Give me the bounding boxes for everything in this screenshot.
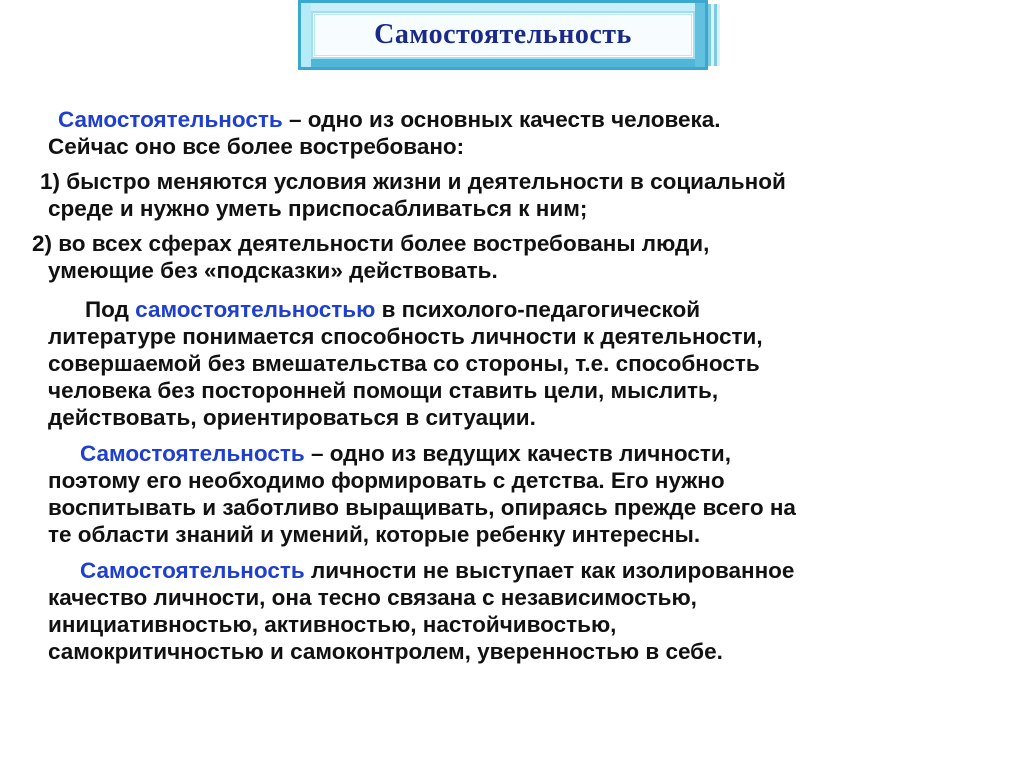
highlight-term: Самостоятельность: [80, 441, 305, 466]
paragraph-definition-line-4: человека без посторонней помощи ставить цели, мыслить,: [48, 378, 719, 403]
text-run: Под: [85, 297, 136, 322]
paragraph-upbringing-line-4: те области знаний и умений, которые ребенку интересны.: [48, 522, 701, 547]
text-run: в психолого-педагогической: [375, 297, 701, 322]
slide-title: Самостоятельность: [374, 19, 632, 50]
paragraph-intro: [48, 106, 721, 160]
paragraph-reason-2-line-2: умеющие без «подсказки» действовать.: [48, 258, 498, 283]
paragraph-upbringing-line-1: [48, 440, 796, 467]
highlight-term: Самостоятельность: [58, 107, 283, 132]
paragraph-reason-1: [40, 168, 786, 222]
paragraph-upbringing-line-2: поэтому его необходимо формировать с детства. Его нужно: [48, 468, 725, 493]
paragraph-upbringing-line-3: воспитывать и заботливо выращивать, опираясь прежде всего на: [48, 495, 796, 520]
paragraph-definition-line-2: литературе понимается способность личности к деятельности,: [48, 324, 763, 349]
text-run: – одно из ведущих качеств личности,: [304, 441, 731, 466]
paragraph-intro-line-2: Сейчас оно все более востребовано:: [48, 134, 465, 159]
paragraph-relations-line-1: [48, 557, 794, 584]
paragraph-definition-line-3: совершаемой без вмешательства со стороны, т.е. способность: [48, 351, 760, 376]
paragraph-definition: [48, 296, 763, 431]
paragraph-upbringing: [48, 440, 796, 548]
paragraph-relations: [48, 557, 794, 665]
paragraph-reason-1-line-1: 1) быстро меняются условия жизни и деятельности в социальной: [40, 169, 786, 194]
highlight-term: Самостоятельность: [80, 558, 305, 583]
text-run: личности не выступает как изолированное: [304, 558, 795, 583]
paragraph-reason-1-line-2: среде и нужно уметь приспосабливаться к ним;: [48, 196, 588, 221]
paragraph-reason-2: [32, 230, 710, 284]
paragraph-relations-line-4: самокритичностью и самоконтролем, уверенностью в себе.: [48, 639, 723, 664]
paragraph-definition-line-5: действовать, ориентироваться в ситуации.: [48, 405, 536, 430]
highlight-term: самостоятельностью: [135, 297, 376, 322]
text-run: – одно из основных качеств человека.: [282, 107, 721, 132]
paragraph-relations-line-3: инициативностью, активностью, настойчивостью,: [48, 612, 617, 637]
paragraph-relations-line-2: качество личности, она тесно связана с независимостью,: [48, 585, 697, 610]
paragraph-definition-line-1: [48, 296, 763, 323]
paragraph-intro-line-1: [48, 106, 721, 133]
paragraph-reason-2-line-1: 2) во всех сферах деятельности более востребованы люди,: [32, 231, 710, 256]
